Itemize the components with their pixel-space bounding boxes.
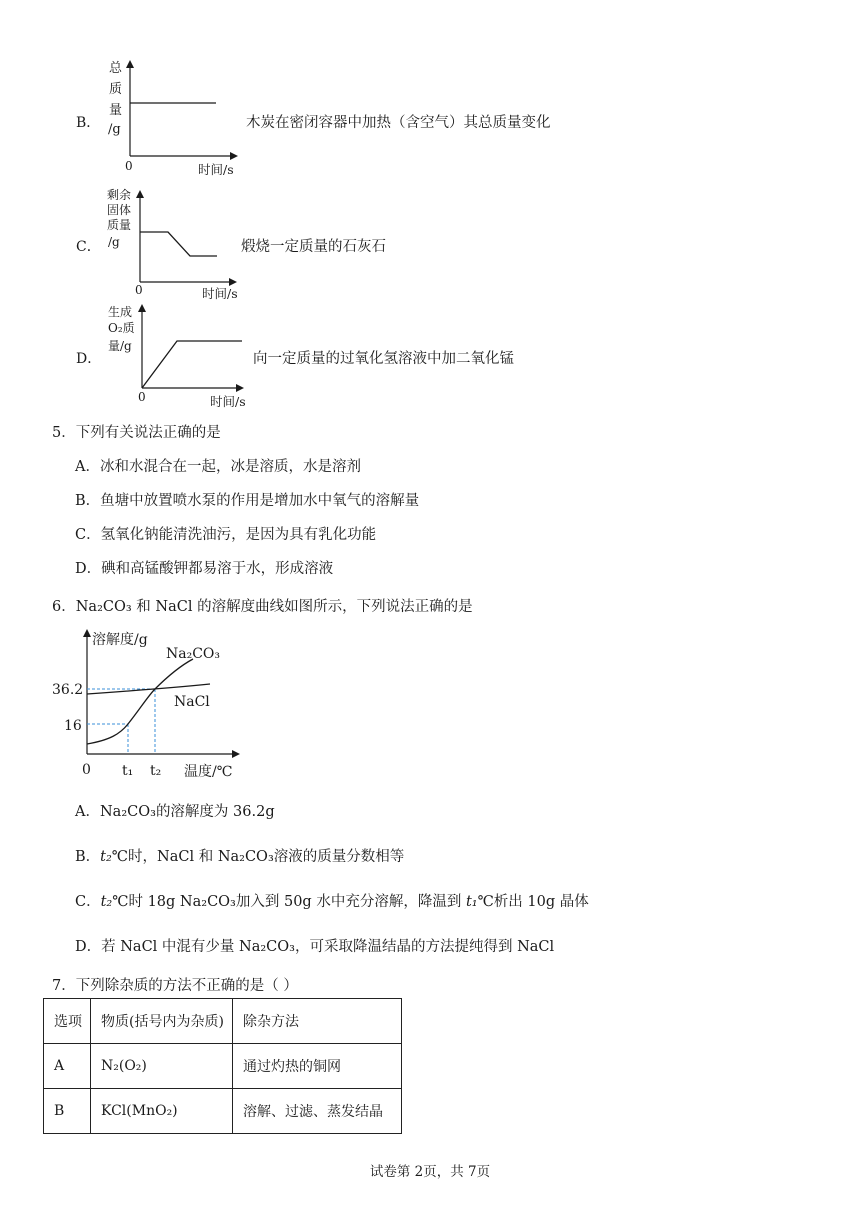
table-cell: 溶解、过滤、蒸发结晶	[233, 1089, 402, 1134]
option-c-ylabel-1: 剩余	[107, 188, 132, 202]
option-d-graph	[100, 300, 260, 416]
tick-t2: t₂	[150, 763, 162, 779]
q6-a-text: 的溶解度为 36.2g	[155, 804, 275, 820]
option-b-ylabel-3: 量	[109, 103, 123, 118]
q5-stem: 5．下列有关说法正确的是	[52, 425, 221, 441]
header-cell: 选项	[44, 999, 91, 1044]
graph-origin: 0	[82, 762, 91, 778]
option-b-letter: B．	[76, 115, 101, 131]
q6-a-letter: A．	[75, 804, 100, 820]
option-b-desc: 木炭在密闭容器中加热（含空气）其总质量变化	[246, 115, 551, 131]
q6-c-text3: ℃析出 10g 晶体	[477, 894, 589, 910]
solubility-ylabel: 溶解度/g	[92, 632, 148, 648]
solubility-graph	[50, 624, 250, 784]
q7-stem: 7．下列除杂质的方法不正确的是（ ）	[52, 978, 298, 994]
q6-c-letter: C．	[75, 894, 101, 910]
option-c-ylabel-2: 固体	[107, 203, 132, 217]
q6-c-t2: t₂	[100, 894, 113, 910]
q6-option-d	[75, 935, 554, 956]
q5-option-d: D．碘和高锰酸钾都易溶于水，形成溶液	[75, 561, 334, 577]
option-d-desc: 向一定质量的过氧化氢溶液中加二氧化锰	[253, 351, 514, 367]
q6-b-text2: 溶液的质量分数相等	[273, 849, 405, 865]
option-b-origin: 0	[125, 159, 133, 173]
q5-option-c: C．氢氧化钠能清洗油污，是因为具有乳化功能	[75, 527, 377, 543]
option-b-xlabel: 时间/s	[198, 162, 234, 177]
option-b-graph	[100, 58, 250, 178]
q5-option-a: A．冰和水混合在一起，冰是溶质，水是溶剂	[75, 459, 361, 475]
q6-c-text2: 加入到 50g 水中充分溶解，降温到	[235, 894, 466, 910]
option-d-ylabel-1: 生成	[108, 305, 133, 319]
q6-stem	[52, 595, 473, 616]
q6-option-a	[75, 800, 275, 821]
option-b-ylabel-1: 总	[109, 61, 123, 76]
table-header-row	[44, 999, 402, 1044]
option-d-origin: 0	[138, 390, 146, 404]
solubility-xlabel: 温度/℃	[184, 764, 233, 780]
tick-36-2: 36.2	[52, 682, 84, 698]
header-cell: 除杂方法	[233, 999, 402, 1044]
q6-b-letter: B．	[75, 849, 101, 865]
q6-stem-num: 6．	[52, 599, 76, 615]
header-cell: 物质(括号内为杂质)	[91, 999, 233, 1044]
q6-c-text1: ℃时 18g	[112, 894, 180, 910]
q6-d-text1: D．若 NaCl 中混有少量	[75, 939, 240, 955]
option-b-ylabel-2: 质	[109, 82, 123, 97]
q6-a-formula: Na₂CO₃	[99, 804, 156, 820]
table-cell: KCl(MnO₂)	[91, 1089, 233, 1134]
table-row	[44, 1044, 402, 1089]
option-c-ylabel-3: 质量	[107, 218, 132, 232]
option-c-ylabel-4: /g	[108, 235, 120, 249]
q6-b-t2: t₂	[100, 849, 112, 865]
table-cell: N₂(O₂)	[91, 1044, 233, 1089]
option-c-graph	[100, 182, 250, 302]
q6-option-b	[75, 845, 404, 866]
option-c-desc: 煅烧一定质量的石灰石	[241, 239, 386, 255]
option-d-xlabel: 时间/s	[210, 394, 246, 409]
tick-16: 16	[64, 718, 82, 734]
tick-t1: t₁	[122, 763, 134, 779]
q6-b-formula: Na₂CO₃	[217, 849, 274, 865]
option-c-letter: C．	[76, 239, 101, 255]
table-cell: B	[44, 1089, 91, 1134]
option-b-ylabel-4: /g	[108, 122, 121, 137]
page-footer: 试卷第 2页，共 7页	[369, 1164, 491, 1180]
q6-option-c	[75, 890, 589, 911]
option-d-ylabel-2: O₂质	[108, 321, 135, 335]
table-cell: 通过灼热的铜网	[233, 1044, 402, 1089]
q6-d-formula: Na₂CO₃	[239, 939, 295, 955]
curve-nacl-label: NaCl	[174, 694, 210, 710]
q6-b-text1: ℃时，NaCl 和	[111, 849, 218, 865]
option-c-origin: 0	[135, 283, 143, 297]
option-d-ylabel-3: 量/g	[108, 339, 132, 353]
q7-table	[43, 998, 402, 1134]
table-row	[44, 1089, 402, 1134]
q6-d-text2: ，可采取降温结晶的方法提纯得到 NaCl	[294, 939, 555, 955]
table-cell: A	[44, 1044, 91, 1089]
q6-stem-formula: Na₂CO₃	[75, 599, 132, 615]
q5-option-b: B．鱼塘中放置喷水泵的作用是增加水中氧气的溶解量	[75, 493, 420, 509]
q6-c-formula: Na₂CO₃	[179, 894, 236, 910]
option-c-xlabel: 时间/s	[202, 286, 238, 301]
q6-c-t1: t₁	[465, 894, 478, 910]
q6-stem-rest: 和 NaCl 的溶解度曲线如图所示，下列说法正确的是	[136, 599, 473, 615]
option-d-letter: D．	[76, 351, 102, 367]
curve-na2co3-label: Na₂CO₃	[166, 646, 221, 662]
